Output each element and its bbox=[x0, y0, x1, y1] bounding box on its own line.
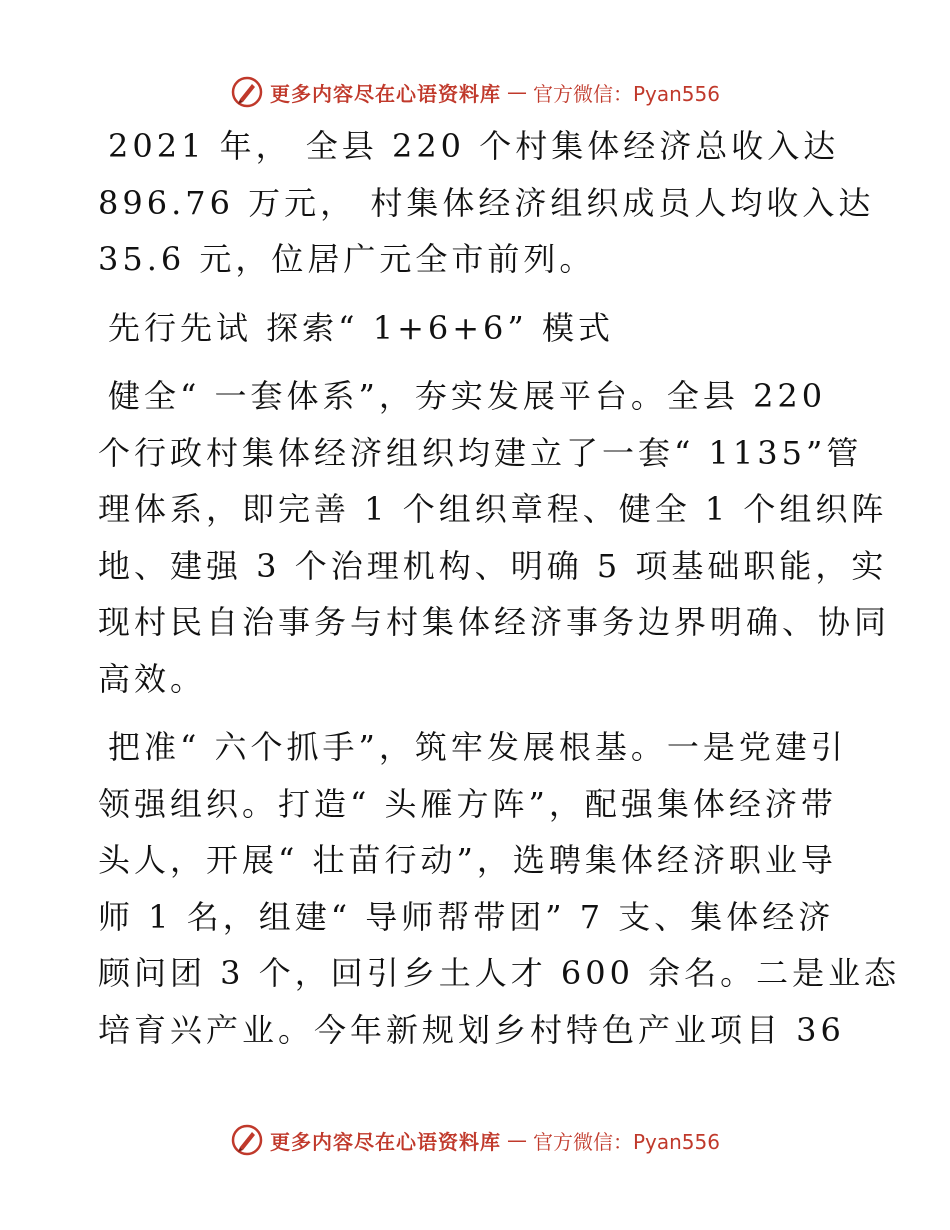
text-line: 896.76 万元， 村集体经济组织成员人均收入达 bbox=[98, 183, 875, 222]
text-line: 领强组织。打造“ 头雁方阵”，配强集体经济带 bbox=[98, 784, 837, 823]
section-heading bbox=[98, 300, 858, 357]
heading-line: 先行先试 探索“ 1+6+6” 模式 bbox=[108, 308, 614, 347]
watermark-contact: 官方微信：Pyan556 bbox=[532, 1129, 720, 1154]
text-line: 地、建强 3 个治理机构、明确 5 项基础职能，实 bbox=[98, 546, 888, 585]
pen-circle-logo-icon bbox=[230, 1123, 264, 1157]
text-line: 头人，开展“ 壮苗行动”，选聘集体经济职业导 bbox=[98, 841, 837, 879]
text-line: 理体系，即完善 1 个组织章程、健全 1 个组织阵 bbox=[98, 490, 888, 528]
text-line: 个行政村集体经济组织均建立了一套“ 1135”管 bbox=[98, 433, 863, 472]
text-line: 2021 年， 全县 220 个村集体经济总收入达 bbox=[108, 127, 840, 165]
watermark-separator: — bbox=[506, 1128, 527, 1152]
paragraph-income bbox=[98, 118, 875, 288]
document-body bbox=[98, 118, 901, 1070]
text-line: 顾问团 3 个，回引乡土人才 600 余名。二是业态 bbox=[98, 954, 901, 992]
pen-circle-logo-icon bbox=[230, 75, 264, 109]
watermark-separator: — bbox=[506, 80, 527, 104]
paragraph-six-handles bbox=[98, 719, 901, 1058]
footer-watermark bbox=[0, 1120, 950, 1160]
watermark-contact: 官方微信：Pyan556 bbox=[532, 81, 720, 106]
text-line: 把准“ 六个抓手”，筑牢发展根基。一是党建引 bbox=[108, 728, 847, 766]
text-line: 现村民自治事务与村集体经济事务边界明确、协同 bbox=[98, 603, 891, 641]
header-watermark bbox=[0, 72, 950, 112]
watermark-text: 更多内容尽在心语资料库 bbox=[269, 1129, 501, 1154]
text-line: 培育兴产业。今年新规划乡村特色产业项目 36 bbox=[98, 1010, 845, 1049]
paragraph-system bbox=[98, 368, 891, 707]
watermark-text: 更多内容尽在心语资料库 bbox=[269, 81, 501, 106]
text-line: 健全“ 一套体系”，夯实发展平台。全县 220 bbox=[108, 377, 827, 415]
text-line: 高效。 bbox=[98, 659, 207, 698]
text-line: 师 1 名，组建“ 导师帮带团” 7 支、集体经济 bbox=[98, 897, 835, 936]
text-line: 35.6 元，位居广元全市前列。 bbox=[98, 240, 596, 278]
